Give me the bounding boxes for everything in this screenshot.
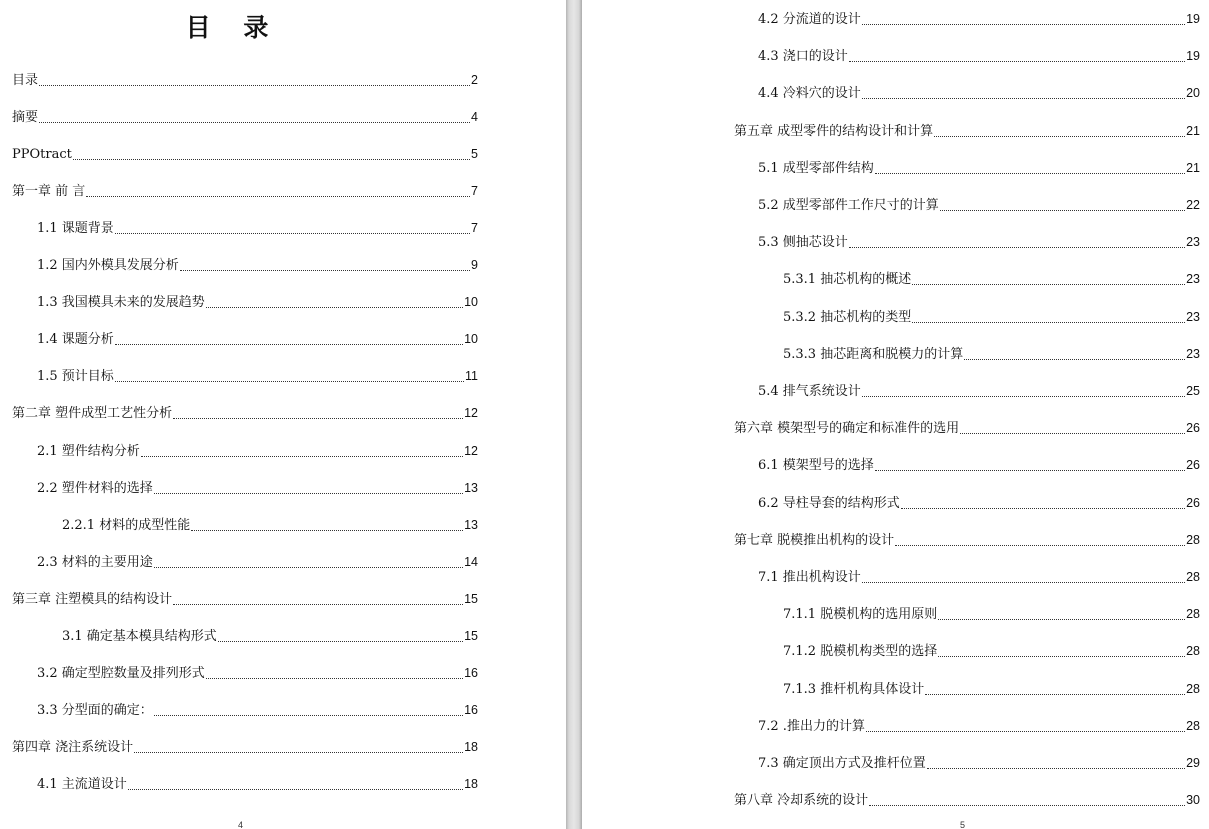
toc-entry-label: 第八章 冷却系统的设计 [734, 793, 869, 809]
toc-entry-page: 5 [471, 147, 478, 162]
toc-dot-leader [938, 646, 1185, 657]
toc-dot-leader [173, 408, 463, 419]
toc-entry-label: 1.4 课题分析 [37, 332, 114, 348]
toc-entry-label: 第一章 前 言 [12, 184, 86, 200]
toc-entry-label: 7.1.2 脱模机构类型的选择 [783, 644, 938, 660]
toc-entry[interactable] [758, 85, 1200, 102]
toc-entry-label: 第六章 模架型号的确定和标准件的选用 [734, 421, 960, 437]
toc-entry-page: 12 [464, 443, 478, 458]
toc-entry-label: 摘要 [12, 110, 39, 126]
toc-entry[interactable] [62, 628, 478, 645]
toc-dot-leader [206, 297, 463, 308]
toc-entry-label: 2.2.1 材料的成型性能 [62, 517, 191, 533]
toc-entry-page: 28 [1186, 532, 1200, 547]
toc-entry-page: 20 [1186, 86, 1200, 101]
toc-dot-leader [862, 88, 1185, 99]
toc-entry-page: 21 [1186, 160, 1200, 175]
toc-entry-page: 18 [464, 739, 478, 754]
toc-entry-label: 6.2 导柱导套的结构形式 [758, 495, 900, 511]
toc-entry[interactable] [37, 257, 478, 274]
toc-entry[interactable] [758, 383, 1200, 400]
toc-entry[interactable] [783, 606, 1200, 623]
toc-entry[interactable] [734, 420, 1200, 437]
toc-dot-leader [862, 14, 1185, 25]
toc-entry-page: 14 [464, 554, 478, 569]
toc-entry-label: 4.4 冷料穴的设计 [758, 86, 861, 102]
toc-dot-leader [849, 237, 1185, 248]
toc-entry[interactable] [734, 532, 1200, 549]
page-number-right: 5 [960, 820, 966, 829]
toc-entry-label: 5.3.2 抽芯机构的类型 [783, 309, 912, 325]
toc-entry-page: 28 [1186, 644, 1200, 659]
toc-entry-label: 第四章 浇注系统设计 [12, 739, 134, 755]
toc-entry[interactable] [37, 368, 478, 385]
toc-dot-leader [134, 742, 463, 753]
toc-entry-page: 2 [471, 73, 478, 87]
toc-entry[interactable] [37, 776, 478, 793]
toc-entry[interactable] [37, 294, 478, 311]
toc-entry-label: 5.2 成型零部件工作尺寸的计算 [758, 198, 939, 213]
toc-dot-leader [86, 186, 470, 197]
toc-entry-label: 7.1.3 推杆机构具体设计 [783, 681, 925, 697]
toc-entry-label: 4.2 分流道的设计 [758, 12, 861, 27]
toc-entry-label: 1.3 我国模具未来的发展趋势 [37, 295, 205, 311]
toc-entry-label: 第三章 注塑模具的结构设计 [12, 591, 173, 607]
toc-dot-leader [115, 371, 464, 382]
toc-dot-leader [115, 334, 463, 345]
toc-entry-page: 26 [1186, 421, 1200, 436]
toc-entry[interactable] [758, 569, 1200, 586]
toc-entry-page: 4 [471, 110, 478, 125]
toc-entry[interactable] [37, 702, 478, 719]
toc-dot-leader [191, 520, 463, 531]
toc-entry-label: 7.3 确定顶出方式及推杆位置 [758, 756, 926, 771]
toc-entry-page: 13 [464, 480, 478, 495]
toc-entry-page: 19 [1186, 49, 1200, 64]
toc-dot-leader [964, 349, 1185, 360]
toc-dot-leader [218, 631, 463, 642]
toc-entry[interactable] [37, 443, 478, 460]
toc-dot-leader [73, 149, 470, 160]
toc-entry-label: 4.3 浇口的设计 [758, 49, 848, 65]
toc-entry[interactable] [783, 271, 1200, 288]
toc-entry-page: 26 [1186, 458, 1200, 473]
toc-entry[interactable] [758, 495, 1200, 512]
toc-entry-label: 1.5 预计目标 [37, 369, 114, 385]
toc-dot-leader [206, 668, 463, 679]
toc-entry-page: 10 [464, 332, 478, 347]
toc-entry[interactable] [758, 160, 1200, 177]
toc-entry-page: 25 [1186, 384, 1200, 398]
toc-entry[interactable] [734, 123, 1200, 140]
toc-entry-label: 目录 [12, 73, 39, 88]
toc-title: 目 录 [185, 13, 281, 42]
toc-entry[interactable] [783, 643, 1200, 660]
toc-entry-page: 23 [1186, 235, 1200, 250]
toc-entry-page: 23 [1186, 272, 1200, 287]
toc-entry-label: 1.2 国内外模具发展分析 [37, 258, 179, 274]
toc-entry-label: 4.1 主流道设计 [37, 776, 127, 792]
toc-entry[interactable] [12, 109, 478, 126]
page-number-left: 4 [238, 820, 244, 829]
toc-dot-leader [938, 609, 1185, 620]
toc-entry-page: 23 [1186, 346, 1200, 361]
toc-dot-leader [875, 163, 1185, 174]
toc-entry[interactable] [783, 346, 1200, 363]
toc-entry[interactable] [783, 309, 1200, 326]
toc-entry-page: 19 [1186, 12, 1200, 26]
toc-entry-label: 7.1.1 脱模机构的选用原则 [783, 607, 938, 623]
toc-entry-label: 2.3 材料的主要用途 [37, 554, 153, 570]
toc-dot-leader [128, 779, 463, 790]
toc-entry-label: 第五章 成型零件的结构设计和计算 [734, 123, 934, 139]
toc-entry-page: 28 [1186, 718, 1200, 733]
toc-dot-leader [912, 312, 1185, 323]
toc-dot-leader [39, 112, 470, 123]
toc-entry-page: 13 [464, 517, 478, 532]
toc-entry-page: 28 [1186, 570, 1200, 584]
toc-entry-label: 3.1 确定基本模具结构形式 [62, 628, 217, 644]
toc-dot-leader [154, 705, 463, 716]
toc-dot-leader [927, 758, 1185, 769]
toc-entry[interactable] [62, 517, 478, 534]
toc-entry-page: 15 [464, 628, 478, 643]
toc-entry-page: 16 [464, 665, 478, 680]
toc-dot-leader [862, 572, 1185, 583]
toc-entry-page: 28 [1186, 681, 1200, 696]
toc-entry-label: 5.4 排气系统设计 [758, 384, 861, 399]
toc-entry-label: 5.3.1 抽芯机构的概述 [783, 272, 912, 288]
toc-dot-leader [154, 483, 463, 494]
toc-dot-leader [849, 51, 1185, 62]
toc-entry-page: 12 [464, 406, 478, 421]
document-page-right [582, 0, 1209, 829]
toc-entry-page: 16 [464, 702, 478, 717]
toc-entry-page: 22 [1186, 198, 1200, 212]
toc-entry-label: 3.2 确定型腔数量及排列形式 [37, 665, 205, 681]
toc-entry[interactable] [37, 665, 478, 682]
toc-entry-label: 5.3 侧抽芯设计 [758, 235, 848, 251]
toc-dot-leader [960, 423, 1185, 434]
toc-entry-page: 7 [471, 221, 478, 236]
toc-entry-label: 7.2 .推出力的计算 [758, 718, 865, 734]
toc-dot-leader [141, 446, 463, 457]
toc-entry[interactable] [758, 718, 1200, 735]
toc-entry-page: 29 [1186, 756, 1200, 770]
toc-dot-leader [180, 260, 470, 271]
toc-entry-label: 5.1 成型零部件结构 [758, 160, 874, 176]
toc-dot-leader [869, 795, 1185, 806]
document-page-left [0, 0, 566, 829]
toc-entry[interactable] [12, 183, 478, 200]
toc-entry-page: 30 [1186, 793, 1200, 808]
toc-entry-page: 23 [1186, 309, 1200, 324]
toc-entry[interactable] [734, 792, 1200, 809]
toc-entry[interactable] [758, 755, 1200, 772]
toc-entry[interactable] [758, 234, 1200, 251]
toc-entry[interactable] [758, 11, 1200, 28]
toc-dot-leader [862, 386, 1185, 397]
toc-entry[interactable] [37, 480, 478, 497]
toc-dot-leader [901, 498, 1185, 509]
toc-dot-leader [39, 75, 470, 86]
toc-entry[interactable] [758, 197, 1200, 214]
toc-entry[interactable] [758, 457, 1200, 474]
toc-entry-label: 2.2 塑件材料的选择 [37, 480, 153, 496]
toc-entry-page: 26 [1186, 495, 1200, 510]
toc-entry-page: 9 [471, 258, 478, 273]
toc-entry-label: 3.3 分型面的确定： [37, 702, 153, 718]
toc-dot-leader [895, 535, 1185, 546]
toc-entry-label: 7.1 推出机构设计 [758, 570, 861, 585]
toc-entry[interactable] [783, 681, 1200, 698]
toc-entry-label: 2.1 塑件结构分析 [37, 443, 140, 459]
toc-entry[interactable] [37, 220, 478, 237]
toc-entry-page: 15 [464, 591, 478, 606]
toc-dot-leader [875, 460, 1185, 471]
page-gutter [566, 0, 582, 829]
toc-dot-leader [866, 721, 1185, 732]
toc-entry-page: 28 [1186, 607, 1200, 622]
toc-entry-label: 6.1 模架型号的选择 [758, 458, 874, 474]
toc-entry-label: 第二章 塑件成型工艺性分析 [12, 406, 173, 422]
toc-entry-label: 1.1 课题背景 [37, 221, 114, 237]
toc-entry-page: 18 [464, 776, 478, 791]
toc-dot-leader [173, 594, 463, 605]
toc-dot-leader [934, 126, 1185, 137]
toc-dot-leader [940, 200, 1185, 211]
toc-entry[interactable] [37, 331, 478, 348]
toc-entry-page: 21 [1186, 123, 1200, 138]
toc-entry-page: 11 [465, 369, 478, 384]
toc-entry[interactable] [37, 554, 478, 571]
toc-entry-page: 10 [464, 295, 478, 310]
toc-dot-leader [912, 274, 1185, 285]
toc-dot-leader [925, 684, 1185, 695]
toc-entry-page: 7 [471, 184, 478, 199]
toc-entry[interactable] [758, 48, 1200, 65]
toc-entry[interactable] [12, 405, 478, 422]
toc-dot-leader [154, 557, 463, 568]
toc-dot-leader [115, 223, 470, 234]
toc-entry[interactable] [12, 591, 478, 608]
toc-entry-label: 第七章 脱模推出机构的设计 [734, 532, 895, 548]
toc-entry[interactable] [12, 72, 478, 89]
toc-entry[interactable] [12, 739, 478, 756]
toc-entry-label: 5.3.3 抽芯距离和脱模力的计算 [783, 346, 964, 362]
toc-entry[interactable] [12, 146, 478, 163]
toc-entry-label: PPOtract [12, 147, 72, 163]
